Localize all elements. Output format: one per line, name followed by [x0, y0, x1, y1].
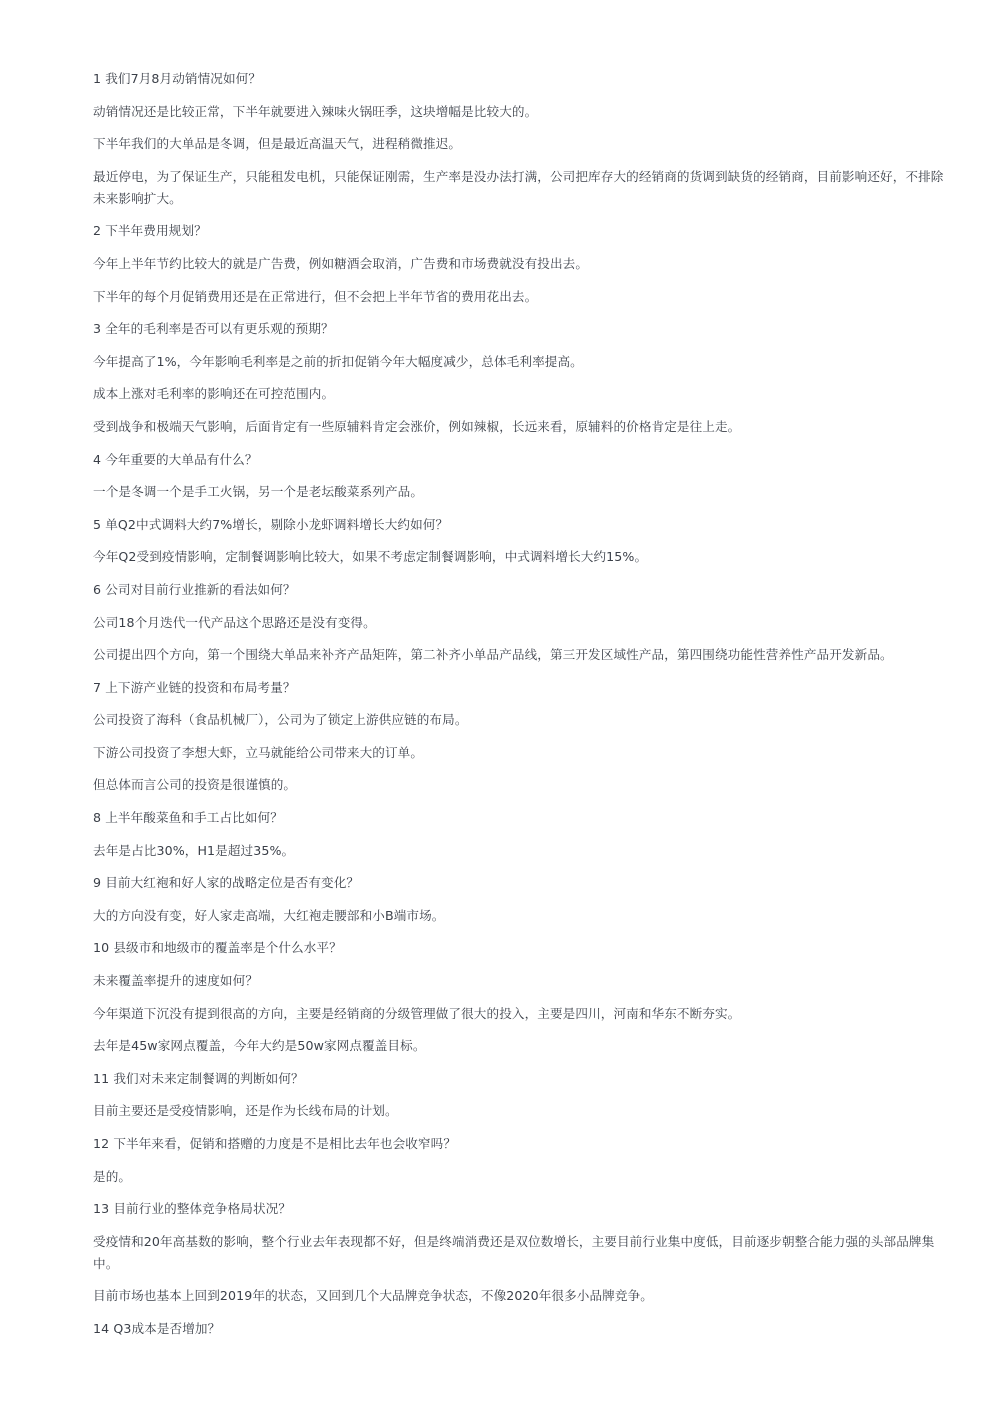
answer-paragraph: 未来覆盖率提升的速度如何？ — [93, 973, 259, 989]
answer-paragraph: 下半年我们的大单品是冬调，但是最近高温天气，进程稍微推迟。 — [93, 136, 462, 152]
question-9: 9 目前大红袍和好人家的战略定位是否有变化？ — [93, 875, 360, 891]
question-2: 2 下半年费用规划？ — [93, 223, 207, 239]
answer-paragraph: 动销情况还是比较正常，下半年就要进入辣味火锅旺季，这块增幅是比较大的。 — [93, 103, 538, 119]
question-11: 11 我们对未来定制餐调的判断如何？ — [93, 1070, 304, 1086]
question-6: 6 公司对目前行业推新的看法如何？ — [93, 581, 296, 597]
answer-paragraph: 受疫情和20年高基数的影响，整个行业去年表现都不好，但是终端消费还是双位数增长，主要目前行业集中度低，目前逐步朝整合能力强的头部品牌集中。 — [93, 1233, 935, 1271]
question-1: 1 我们7月8月动销情况如何？ — [93, 71, 262, 86]
answer-paragraph: 公司投资了海科（食品机械厂），公司为了锁定上游供应链的布局。 — [93, 712, 468, 728]
answer-paragraph: 今年Q2受到疫情影响，定制餐调影响比较大，如果不考虑定制餐调影响，中式调料增长大约15%。 — [93, 549, 648, 565]
answer-paragraph: 成本上涨对毛利率的影响还在可控范围内。 — [93, 386, 335, 402]
question-13: 13 目前行业的整体竞争格局状况？ — [93, 1201, 292, 1217]
answer-paragraph: 但总体而言公司的投资是很谨慎的。 — [93, 777, 297, 793]
answer-paragraph: 公司提出四个方向，第一个围绕大单品来补齐产品矩阵，第二补齐小单品产品线，第三开发区域性产品，第四围绕功能性营养性产品开发新品。 — [93, 647, 893, 663]
answer-paragraph: 今年渠道下沉没有提到很高的方向，主要是经销商的分级管理做了很大的投入，主要是四川，河南和华东不断夯实。 — [93, 1005, 741, 1021]
answer-paragraph: 一个是冬调一个是手工火锅，另一个是老坛酸菜系列产品。 — [93, 484, 424, 500]
question-7: 7 上下游产业链的投资和布局考量？ — [93, 679, 296, 695]
question-5: 5 单Q2中式调料大约7%增长，剔除小龙虾调料增长大约如何？ — [93, 516, 449, 532]
question-10: 10 县级市和地级市的覆盖率是个什么水平？ — [93, 940, 342, 956]
answer-paragraph: 今年上半年节约比较大的就是广告费，例如糖酒会取消，广告费和市场费就没有投出去。 — [93, 255, 589, 271]
answer-paragraph: 今年提高了1%，今年影响毛利率是之前的折扣促销今年大幅度减少，总体毛利率提高。 — [93, 353, 583, 369]
answer-paragraph: 目前主要还是受疫情影响，还是作为长线布局的计划。 — [93, 1103, 398, 1119]
answer-paragraph: 大的方向没有变，好人家走高端，大红袍走腰部和小B端市场。 — [93, 907, 445, 923]
answer-paragraph: 最近停电，为了保证生产，只能租发电机，只能保证刚需，生产率是没办法打满，公司把库存大的经销商的货调到缺货的经销商，目前影响还好，不排除未来影响扩大。 — [93, 168, 944, 206]
question-14: 14 Q3成本是否增加？ — [93, 1320, 221, 1336]
answer-paragraph: 下半年的每个月促销费用还是在正常进行，但不会把上半年节省的费用花出去。 — [93, 288, 538, 304]
answer-paragraph: 下游公司投资了李想大虾，立马就能给公司带来大的订单。 — [93, 744, 424, 760]
answer-paragraph: 公司18个月迭代一代产品这个思路还是没有变得。 — [93, 614, 376, 630]
question-12: 12 下半年来看，促销和搭赠的力度是不是相比去年也会收窄吗？ — [93, 1136, 457, 1151]
question-3: 3 全年的毛利率是否可以有更乐观的预期？ — [93, 321, 334, 337]
question-8: 8 上半年酸菜鱼和手工占比如何？ — [93, 810, 283, 826]
document-page — [93, 68, 945, 1351]
answer-paragraph: 受到战争和极端天气影响，后面肯定有一些原辅料肯定会涨价，例如辣椒，长远来看，原辅料的价格肯定是往上走。 — [93, 418, 741, 434]
answer-paragraph: 去年是占比30%，H1是超过35%。 — [93, 842, 295, 858]
answer-paragraph: 是的。 — [93, 1168, 132, 1184]
question-4: 4 今年重要的大单品有什么？ — [93, 451, 258, 467]
answer-paragraph: 去年是45w家网点覆盖，今年大约是50w家网点覆盖目标。 — [93, 1038, 426, 1054]
answer-paragraph: 目前市场也基本上回到2019年的状态，又回到几个大品牌竞争状态，不像2020年很多小品牌竞争。 — [93, 1288, 653, 1304]
